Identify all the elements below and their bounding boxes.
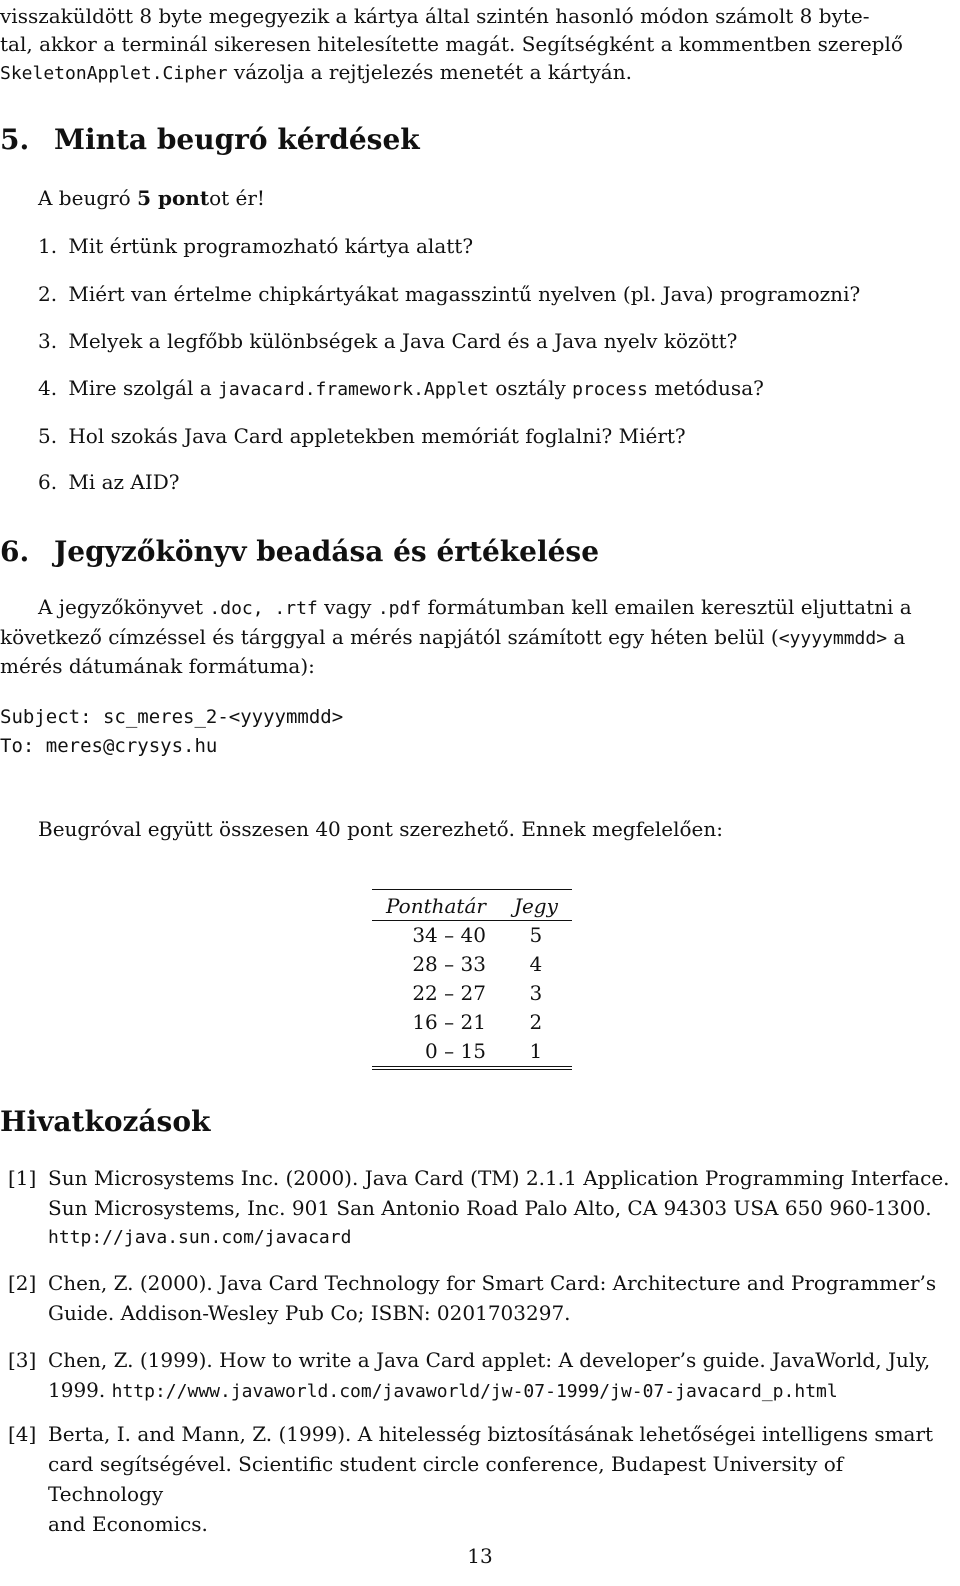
table-row: 22 – 27 3 [412,981,543,1005]
question-3: 3. Melyek a legfőbb különbségek a Java Card és a Java nyelv között? [38,329,738,353]
table-row: 0 – 15 1 [372,1037,572,1068]
reference-3-link[interactable]: http://www.javaworld.com/javaworld/jw-07-1999/jw-07-javacard_p.html [111,1381,838,1402]
question-4: 4. Mire szolgál a javacard.framework.Applet osztály process metódusa? [38,376,764,400]
section-6-para-line-1: A jegyzőkönyvet .doc, .rtf vagy .pdf formátumban kell emailen keresztül eljuttatni a [38,595,912,619]
section-5-heading: 5. Minta beugró kérdések [0,123,420,156]
reference-1-link[interactable]: http://java.sun.com/javacard [48,1227,352,1248]
table-row: 34 – 40 5 [412,923,543,947]
email-subject: Subject: sc_meres_2-<yyyymmdd> [0,706,344,728]
reference-1: [1] Sun Microsystems Inc. (2000). Java Card (TM) 2.1.1 Application Programming Interface. Sun Microsystems, Inc. 901 San Antonio Road Palo Alto, CA 94303 USA 650 960-1300. http://java.sun.com/javacard [8,1163,953,1253]
question-1: 1. Mit értünk programozható kártya alatt? [38,234,474,258]
points-summary: Beugróval együtt összesen 40 pont szerezhető. Ennek megfelelően: [38,817,723,841]
reference-4: [4] Berta, I. and Mann, Z. (1999). A hitelesség biztosításának lehetőségei intelligens smart card segítségével. Scientific student circle conference, Budapest University of Technology and Economics. [8,1422,934,1536]
question-2: 2. Miért van értelme chipkártyákat magasszintű nyelven (pl. Java) programozni? [38,282,861,306]
question-6: 6. Mi az AID? [38,470,180,494]
grade-table-header [372,890,572,921]
header-ponthatar: Ponthatár [372,890,500,921]
code-skeleton-applet-cipher: SkeletonApplet.Cipher [0,63,228,84]
header-jegy: Jegy [500,890,572,921]
question-5: 5. Hol szokás Java Card appletekben memóriát foglalni? Miért? [38,424,686,448]
grade-table [372,889,572,1070]
table-row: 28 – 33 4 [412,952,543,976]
intro-line-3: SkeletonApplet.Cipher vázolja a rejtjelezés menetét a kártyán. [0,60,632,84]
intro-line-2: tal, akkor a terminál sikeresen hitelesítette magát. Segítségként a kommentben szereplő [0,32,903,56]
section-6-para-line-3: mérés dátumának formátuma): [0,654,315,678]
reference-2: [2] Chen, Z. (2000). Java Card Technology for Smart Card: Architecture and Programmer’s Guide. Addison-Wesley Pub Co; ISBN: 0201703297. [8,1271,937,1325]
reference-3: [3] Chen, Z. (1999). How to write a Java Card applet: A developer’s guide. JavaWorld, July, 1999. http://www.javaworld.com/javaworld/jw-07-1999/jw-07-javacard_p.html [8,1348,931,1402]
section-6-heading: 6. Jegyzőkönyv beadása és értékelése [0,535,600,568]
page-number: 13 [467,1544,493,1568]
section-5-lead: A beugró 5 pontot ér! [38,186,265,210]
table-row: 16 – 21 2 [412,1010,543,1034]
section-6-para-line-2: következő címzéssel és tárggyal a mérés napjától számított egy héten belül (<yyyymmdd> a [0,625,906,649]
intro-line-1: visszaküldött 8 byte megegyezik a kártya által szintén hasonló módon számolt 8 byte- [0,4,870,28]
references-heading: Hivatkozások [0,1105,211,1138]
email-to: To: meres@crysys.hu [0,735,218,757]
